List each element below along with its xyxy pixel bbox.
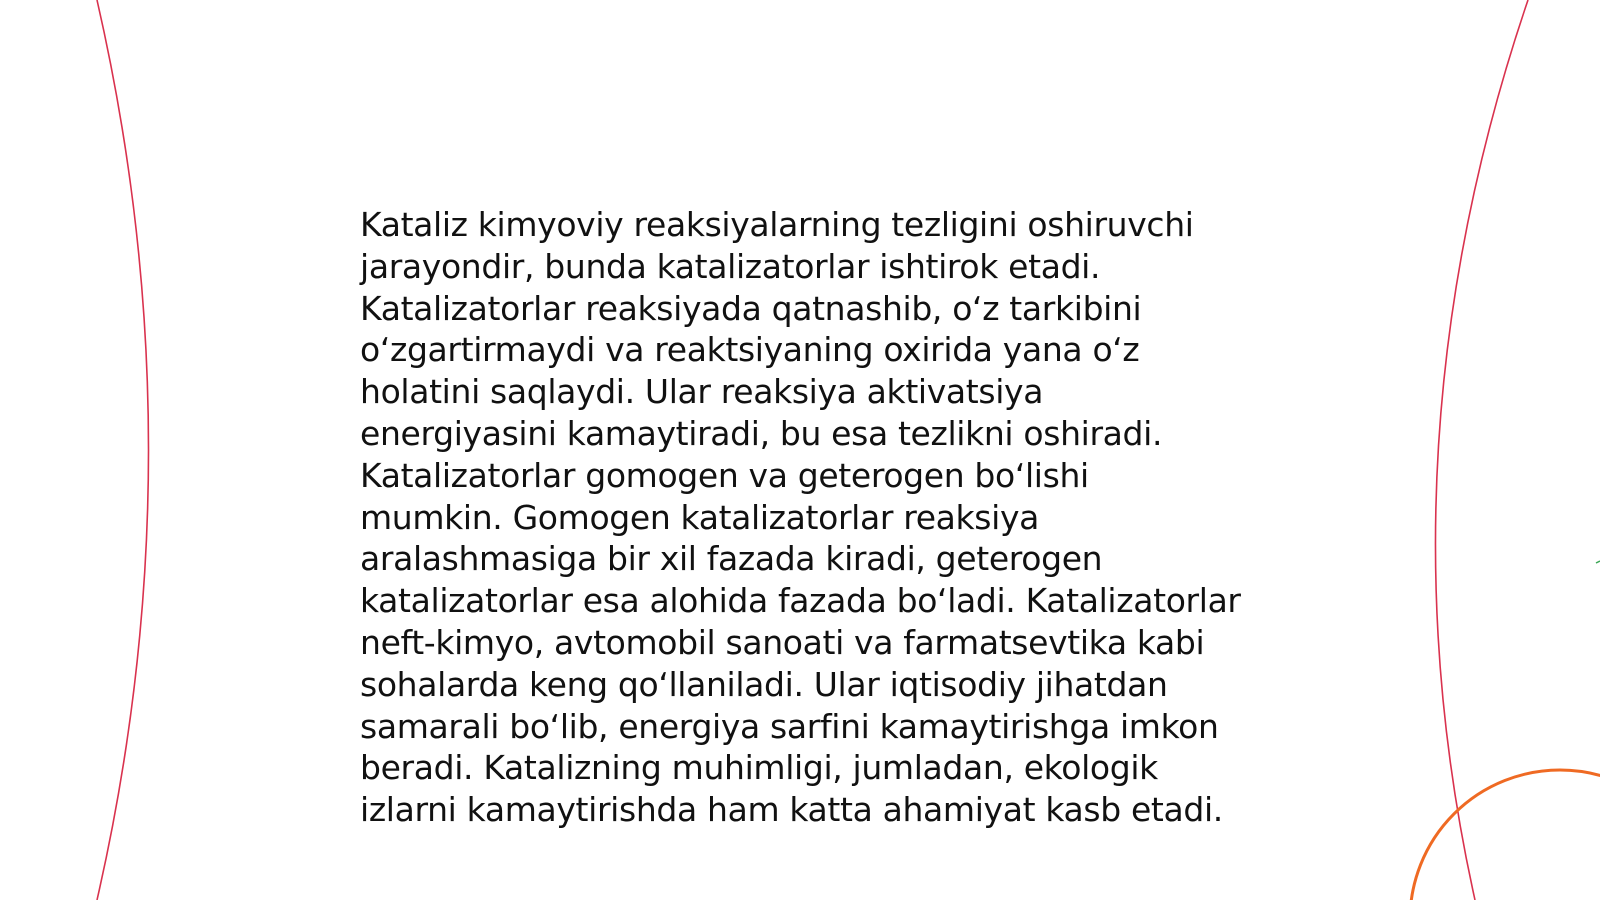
paragraph-line: beradi. Katalizning muhimligi, jumladan, ekologik [360, 748, 1158, 788]
paragraph-line: energiyasini kamaytiradi, bu esa tezlikni oshiradi. [360, 413, 1163, 453]
body-paragraph [360, 204, 1260, 831]
paragraph-line: samarali bo‘lib, energiya sarfini kamaytirishga imkon [360, 706, 1219, 746]
left-arc [97, 0, 149, 900]
paragraph-line: Kataliz kimyoviy reaksiyalarning tezligini oshiruvchi [360, 205, 1194, 244]
paragraph-line: neft-kimyo, avtomobil sanoati va farmatsevtika kabi [360, 622, 1205, 662]
paragraph-line: o‘zgartirmaydi va reaktsiyaning oxirida yana o‘z [360, 330, 1140, 370]
paragraph-line: mumkin. Gomogen katalizatorlar reaksiya [360, 497, 1040, 537]
paragraph-line: jarayondir, bunda katalizatorlar ishtirok etadi. [360, 246, 1101, 286]
green-accent-mark [1596, 561, 1600, 563]
paragraph-line: aralashmasiga bir xil fazada kiradi, geterogen [360, 539, 1103, 579]
paragraph-line: Katalizatorlar reaksiyada qatnashib, o‘z tarkibini [360, 288, 1142, 328]
right-arc [1435, 0, 1528, 900]
paragraph-line: izlarni kamaytirishda ham katta ahamiyat kasb etadi. [360, 790, 1223, 830]
paragraph-line: sohalarda keng qo‘llaniladi. Ular iqtisodiy jihatdan [360, 664, 1168, 704]
paragraph-line: holatini saqlaydi. Ular reaksiya aktivatsiya [360, 372, 1044, 412]
paragraph-line: katalizatorlar esa alohida fazada bo‘ladi. Katalizatorlar [360, 581, 1241, 621]
paragraph-line: Katalizatorlar gomogen va geterogen bo‘lishi [360, 455, 1089, 495]
corner-circle [1410, 770, 1600, 900]
